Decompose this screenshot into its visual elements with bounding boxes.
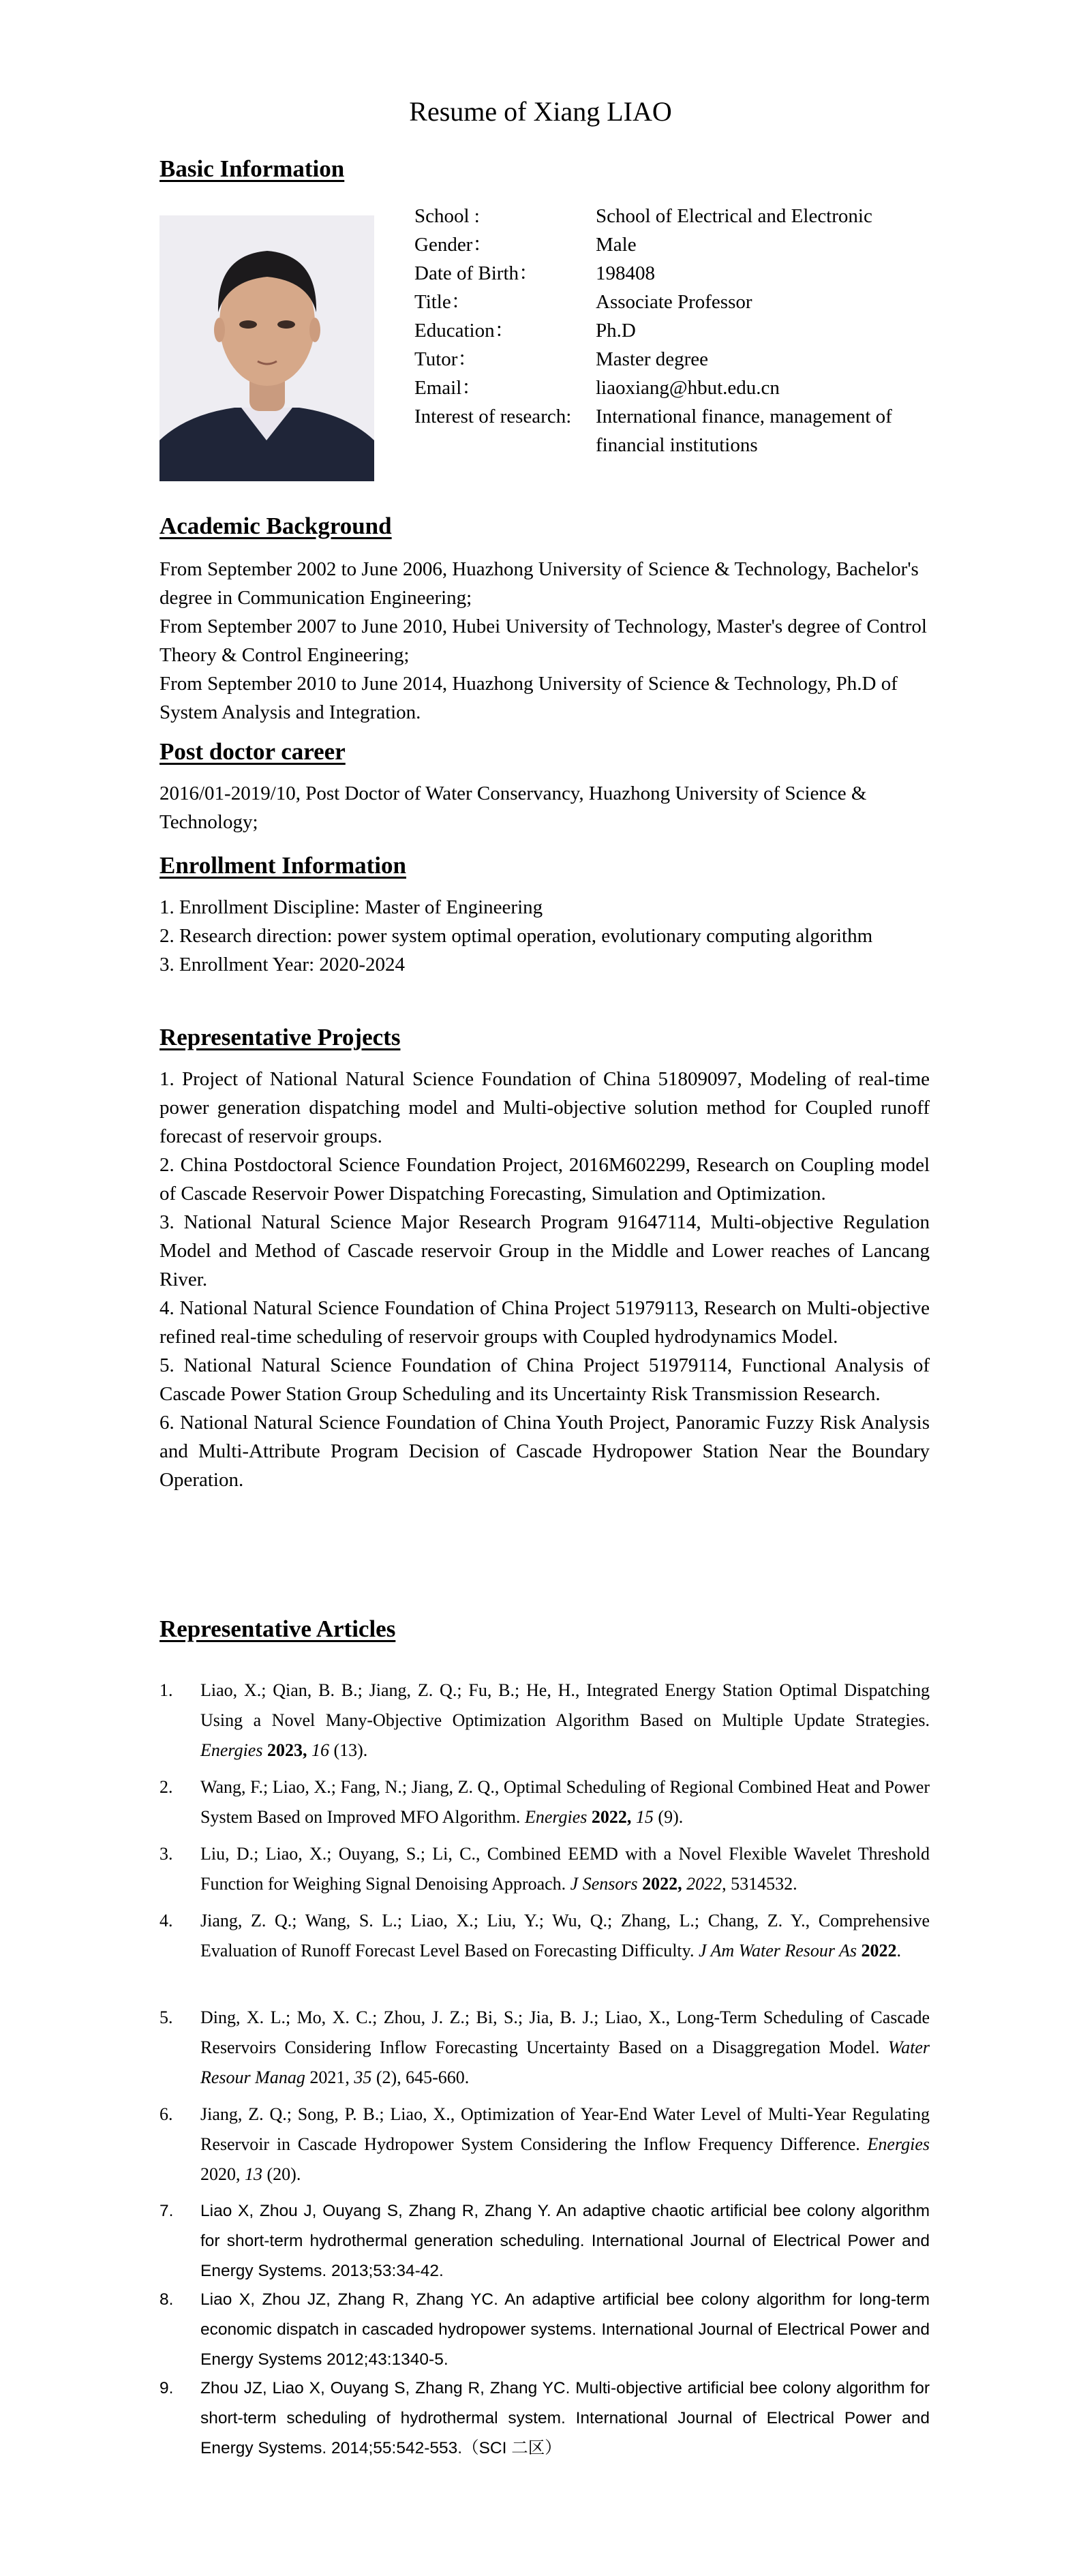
article-text: Liao, X.; Qian, B. B.; Jiang, Z. Q.; Fu, B.; He, H., Integrated Energy Station Optimal Dispatching Using a Novel Many-Objective Optimization Algorithm Based on Multiple Update Strategies.: [200, 1680, 930, 1730]
academic-entry: From September 2010 to June 2014, Huazhong University of Science & Technology, Ph.D of System Analysis and Integration.: [159, 673, 898, 723]
article-pages: (20).: [267, 2164, 301, 2184]
academic-heading: Academic Background: [159, 513, 392, 539]
article-item: [159, 2003, 930, 2093]
info-label: Date of Birth：: [414, 262, 539, 284]
info-value: Associate Professor: [596, 291, 752, 313]
article-text: Ding, X. L.; Mo, X. C.; Zhou, J. Z.; Bi, S.; Jia, B. J.; Liao, X., Long-Term Scheduling of Cascade Reservoirs Considering Inflow Forecasting Uncertainty Based on a Disaggregation Model.: [200, 2007, 930, 2057]
info-label: Tutor：: [414, 348, 478, 370]
info-value: Ph.D: [596, 320, 636, 342]
article-volume: 2022: [686, 1874, 722, 1894]
projects-heading: Representative Projects: [159, 1024, 401, 1050]
article-item: [159, 2100, 930, 2189]
info-value: Master degree: [596, 348, 709, 370]
article-number: 1.: [159, 1680, 173, 1700]
postdoc-heading: Post doctor career: [159, 738, 346, 765]
article-citation: Liao X, Zhou JZ, Zhang R, Zhang YC. An adaptive artificial bee colony algorithm for long-term economic dispatch in cascaded hydropower systems. International Journal of Electrical Power and Energy Systems 2012;43:1340-5.: [200, 2290, 930, 2369]
info-label: School :: [414, 205, 480, 227]
info-row-email: [414, 374, 930, 402]
enrollment-item: 3. Enrollment Year: 2020-2024: [159, 954, 406, 975]
article-text: Wang, F.; Liao, X.; Fang, N.; Jiang, Z. Q., Optimal Scheduling of Regional Combined Heat and Power System Based on Improved MFO Algorithm.: [200, 1777, 930, 1827]
article-volume: 35: [354, 2067, 372, 2087]
basic-info-section: [159, 155, 930, 183]
academic-section: [159, 513, 930, 727]
article-item: [159, 1772, 930, 1832]
article-item: [159, 2374, 930, 2464]
article-number: 5.: [159, 2007, 173, 2027]
info-label: Gender：: [414, 234, 493, 256]
article-number: 7.: [159, 2202, 174, 2220]
article-citation: Zhou JZ, Liao X, Ouyang S, Zhang R, Zhang YC. Multi-objective artificial bee colony algorithm for short-term scheduling of hydrothermal system. International Journal of Electrical Power and Energy Systems. 2014;55:542-553.（SCI 二区）: [200, 2379, 930, 2457]
info-value: 198408: [596, 262, 655, 284]
page-title: Resume of Xiang LIAO: [409, 96, 672, 127]
info-value: International finance, management of financial institutions: [596, 406, 892, 456]
project-item: 3. National Natural Science Major Research Program 91647114, Multi-objective Regulation Model and Method of Cascade reservoir Group in the Middle and Lower reaches of Lancang River.: [159, 1211, 930, 1290]
article-pages: (13).: [333, 1740, 368, 1760]
article-item: [159, 2285, 930, 2375]
info-value: School of Electrical and Electronic: [596, 205, 872, 227]
article-citation: [200, 1839, 930, 1899]
article-number: 3.: [159, 1844, 173, 1864]
article-number: 4.: [159, 1911, 173, 1930]
project-item: 4. National Natural Science Foundation of China Project 51979113, Research on Multi-objective refined real-time scheduling of reservoir groups with Coupled hydrodynamics Model.: [159, 1297, 930, 1348]
article-journal: J Am Water Resour As: [698, 1941, 857, 1960]
enrollment-heading: Enrollment Information: [159, 852, 406, 879]
profile-photo: [159, 215, 374, 481]
articles-heading: Representative Articles: [159, 1616, 396, 1642]
article-item: [159, 2196, 930, 2286]
article-citation: [200, 2100, 930, 2189]
article-citation: [200, 2003, 930, 2093]
enrollment-item: 1. Enrollment Discipline: Master of Engineering: [159, 896, 543, 918]
article-pages: , 5314532.: [722, 1874, 797, 1894]
article-number: 6.: [159, 2104, 173, 2124]
academic-entry: From September 2002 to June 2006, Huazhong University of Science & Technology, Bachelor's degree in Communication Engineering;: [159, 558, 919, 609]
article-journal: J Sensors: [570, 1874, 638, 1894]
article-number: 9.: [159, 2379, 174, 2397]
article-volume: 13: [245, 2164, 262, 2184]
email-link[interactable]: liaoxiang@hbut.edu.cn: [596, 377, 780, 399]
article-citation: [200, 1906, 930, 1966]
enrollment-item: 2. Research direction: power system optimal operation, evolutionary computing algorithm: [159, 925, 873, 947]
info-label: Email：: [414, 377, 482, 399]
postdoc-section: [159, 738, 930, 836]
article-journal: Energies: [524, 1807, 588, 1827]
project-item: 1. Project of National Natural Science Foundation of China 51809097, Modeling of real-time power generation dispatching model and Multi-objective solution method for Coupled runoff forecast of reservoir groups.: [159, 1068, 930, 1147]
article-pages: (2), 645-660.: [376, 2067, 470, 2087]
basic-info-heading: Basic Information: [159, 155, 345, 182]
project-item: 5. National Natural Science Foundation of China Project 51979114, Functional Analysis of Cascade Power Station Group Scheduling and its Uncertainty Risk Transmission Research.: [159, 1354, 930, 1405]
info-row-gender: [414, 230, 930, 259]
article-pages: .: [896, 1941, 902, 1960]
info-row-title: [414, 288, 930, 316]
article-journal: Water Resour Manag: [200, 2037, 930, 2087]
article-text: Jiang, Z. Q.; Wang, S. L.; Liao, X.; Liu, Y.; Wu, Q.; Zhang, L.; Chang, Z. Y., Comprehensive Evaluation of Runoff Forecast Level Based on Forecasting Difficulty.: [200, 1911, 930, 1960]
article-pages: (9).: [658, 1807, 684, 1827]
article-journal: Energies: [200, 1740, 263, 1760]
info-row-date-of-birth: [414, 259, 930, 288]
articles-section: [159, 1616, 930, 1643]
article-item: [159, 1839, 930, 1899]
info-row-education: [414, 316, 930, 345]
article-year: 2020,: [200, 2164, 241, 2184]
info-value: Male: [596, 234, 637, 256]
article-journal: Energies: [867, 2134, 930, 2154]
article-citation: [200, 1772, 930, 1832]
projects-section: [159, 1024, 930, 1494]
article-volume: 16: [311, 1740, 329, 1760]
article-year: 2022,: [642, 1874, 682, 1894]
project-item: 6. National Natural Science Foundation of China Youth Project, Panoramic Fuzzy Risk Analysis and Multi-Attribute Program Decision of Cascade Hydropower Station Near the Boundary Operation.: [159, 1412, 930, 1491]
article-item: [159, 1906, 930, 1966]
article-citation: Liao X, Zhou J, Ouyang S, Zhang R, Zhang Y. An adaptive chaotic artificial bee colony algorithm for short-term hydrothermal generation scheduling. International Journal of Electrical Power and Energy Systems. 2013;53:34-42.: [200, 2202, 930, 2280]
info-row-school: [414, 202, 930, 230]
article-item: [159, 1676, 930, 1766]
article-text: Liu, D.; Liao, X.; Ouyang, S.; Li, C., Combined EEMD with a Novel Flexible Wavelet Threshold Function for Weighing Signal Denoising Approach.: [200, 1844, 930, 1894]
article-number: 2.: [159, 1777, 173, 1797]
portrait-image: [159, 215, 374, 481]
postdoc-entry: 2016/01-2019/10, Post Doctor of Water Conservancy, Huazhong University of Science & Technology;: [159, 783, 867, 833]
info-label: Education：: [414, 320, 515, 342]
article-year: 2021,: [309, 2067, 350, 2087]
article-year: 2023,: [267, 1740, 307, 1760]
article-number: 8.: [159, 2290, 174, 2309]
article-volume: 15: [635, 1807, 654, 1827]
enrollment-section: [159, 852, 930, 979]
article-year: 2022,: [591, 1807, 632, 1827]
info-label: Interest of research:: [414, 406, 572, 427]
article-citation: [200, 1676, 930, 1766]
info-row-research-interest: [414, 402, 930, 459]
info-row-tutor: [414, 345, 930, 374]
project-item: 2. China Postdoctoral Science Foundation Project, 2016M602299, Research on Coupling model of Cascade Reservoir Power Dispatching Forecasting, Simulation and Optimization.: [159, 1154, 930, 1204]
academic-entry: From September 2007 to June 2010, Hubei University of Technology, Master's degree of Control Theory & Control Engineering;: [159, 616, 927, 666]
article-year: 2022: [861, 1941, 897, 1960]
basic-info-table: [414, 202, 930, 459]
info-label: Title：: [414, 291, 471, 313]
article-text: Jiang, Z. Q.; Song, P. B.; Liao, X., Optimization of Year-End Water Level of Multi-Year Regulating Reservoir in Cascade Hydropower System Considering the Inflow Frequency Difference.: [200, 2104, 930, 2154]
